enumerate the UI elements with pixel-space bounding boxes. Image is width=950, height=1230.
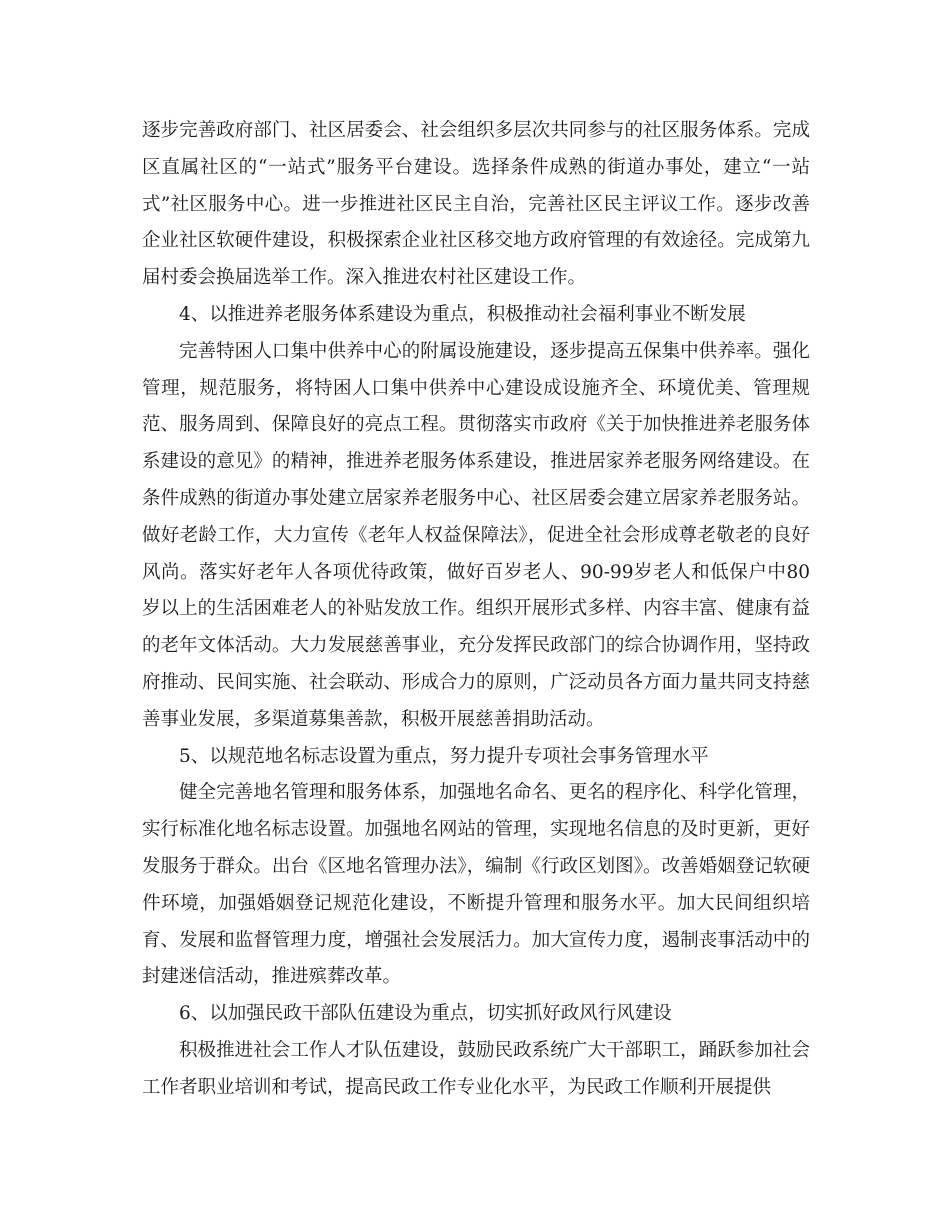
body-paragraph-4: 积极推进社会工作人才队伍建设，鼓励民政系统广大干部职工，踊跃参加社会工作者职业培训和考试，提高民政工作专业化水平，为民政工作顺利开展提供: [142, 1039, 810, 1098]
section-heading-5: 5、以规范地名标志设置为重点，努力提升专项社会事务管理水平: [179, 745, 709, 767]
body-paragraph-2: 完善特困人口集中供养中心的附属设施建设，逐步提高五保集中供养率。强化管理，规范服务，将特困人口集中供养中心建设成设施齐全、环境优美、管理规范、服务周到、保障良好的亮点工程。贯彻落实市政府《关于加快推进养老服务体系建设的意见》的精神，推进养老服务体系建设，推进居家养老服务网络建设。在条件成熟的街道办事处建立居家养老服务中心、社区居委会建立居家养老服务站。做好老龄工作，大力宣传《老年人权益保障法》，促进全社会形成尊老敬老的良好风尚。落实好老年人各项优待政策，做好百岁老人、90-99岁老人和低保户中80岁以上的生活困难老人的补贴发放工作。组织开展形式多样、内容丰富、健康有益的老年文体活动。大力发展慈善事业，充分发挥民政部门的综合协调作用，坚持政府推动、民间实施、社会联动、形成合力的原则，广泛动员各方面力量共同支持慈善事业发展，多渠道募集善款，积极开展慈善捐助活动。: [142, 340, 810, 730]
body-paragraph-3: 健全完善地名管理和服务体系，加强地名命名、更名的程序化、科学化管理，实行标准化地名标志设置。加强地名网站的管理，实现地名信息的及时更新，更好发服务于群众。出台《区地名管理办法》，编制《行政区划图》。改善婚姻登记软硬件环境，加强婚姻登记规范化建设，不断提升管理和服务水平。加大民间组织培育、发展和监督管理力度，增强社会发展活力。加大宣传力度，遏制丧事活动中的封建迷信活动，推进殡葬改革。: [142, 782, 810, 988]
body-paragraph-1: 逐步完善政府部门、社区居委会、社会组织多层次共同参与的社区服务体系。完成区直属社区的“一站式”服务平台建设。选择条件成熟的街道办事处，建立“一站式”社区服务中心。进一步推进社区民主自治，完善社区民主评议工作。逐步改善企业社区软硬件建设，积极探索企业社区移交地方政府管理的有效途径。完成第九届村委会换届选举工作。深入推进农村社区建设工作。: [142, 120, 810, 289]
section-heading-4: 4、以推进养老服务体系建设为重点，积极推动社会福利事业不断发展: [179, 303, 746, 325]
section-heading-6: 6、以加强民政干部队伍建设为重点，切实抓好政风行风建设: [179, 1003, 672, 1025]
